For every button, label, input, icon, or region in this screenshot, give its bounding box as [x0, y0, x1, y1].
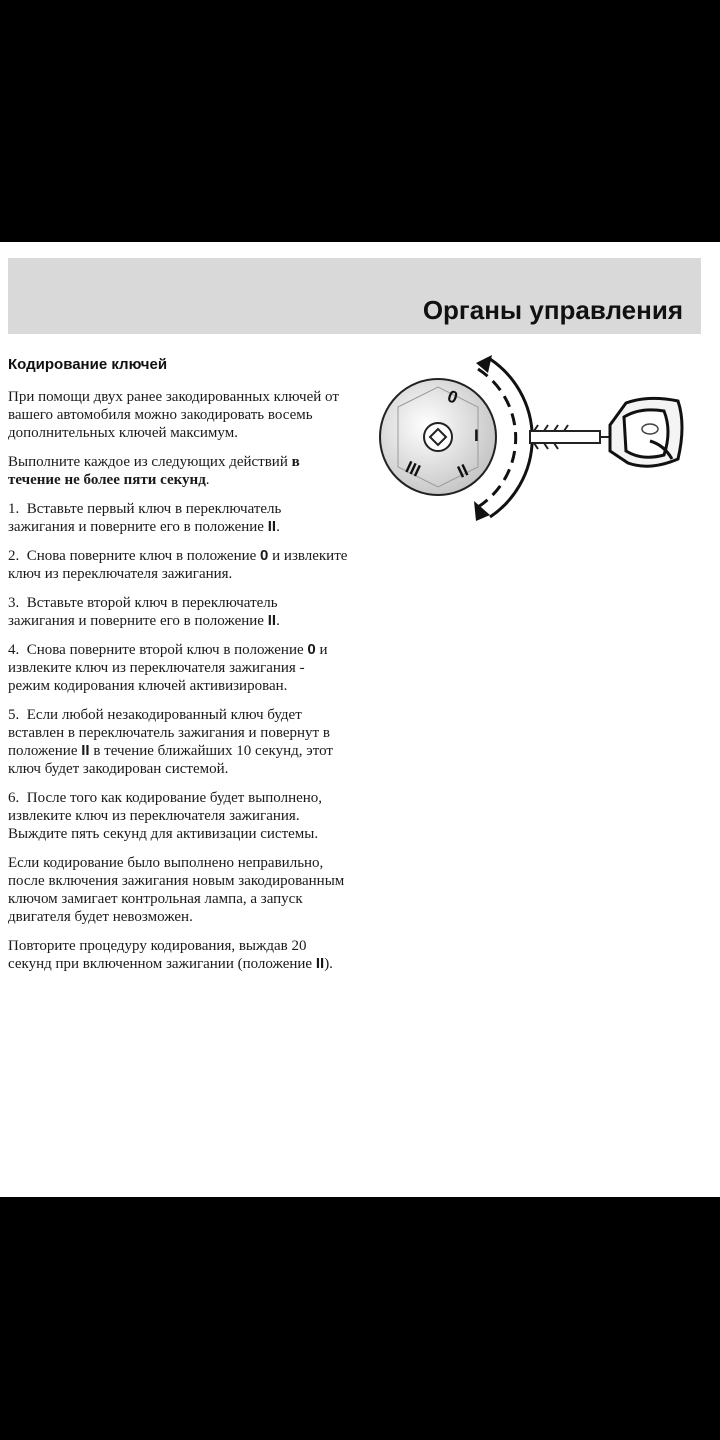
step-number: 3.: [8, 595, 20, 611]
step-text-end: в течение ближайших 10 секунд, этот ключ будет закодирован системой.: [8, 743, 333, 777]
manual-page: [0, 242, 720, 1197]
header-band: [8, 258, 701, 334]
ignition-illustration: [378, 355, 688, 525]
step-text: Снова поверните ключ в положение: [26, 548, 261, 564]
step-number: 2.: [8, 548, 20, 564]
step-text: Снова поверните второй ключ в положение: [26, 642, 308, 658]
step-text-end: .: [276, 613, 280, 629]
instruction-paragraph: [8, 453, 348, 489]
position-mark: II: [81, 742, 90, 759]
repeat-text-end: ).: [324, 956, 333, 972]
step-number: 5.: [8, 707, 20, 723]
intro-paragraph: При помощи двух ранее закодированных ключей от вашего автомобиля можно закодировать восемь дополнительных ключей максимум.: [8, 389, 339, 441]
instruction-end: .: [205, 472, 210, 488]
repeat-text: Повторите процедуру кодирования, выждав 20 секунд при включенном зажигании (положение: [8, 938, 316, 972]
step-6: [8, 789, 348, 843]
step-text-end: и извлеките ключ из переключателя зажигания.: [8, 548, 348, 582]
step-3: [8, 594, 348, 630]
section-title: Кодирование ключей: [8, 356, 168, 373]
step-5: [8, 706, 348, 778]
text-column: [8, 356, 348, 984]
position-mark: II: [267, 518, 277, 535]
step-text: Если любой незакодированный ключ будет вставлен в переключатель зажигания и повернут в положение: [8, 707, 330, 759]
step-number: 6.: [8, 790, 20, 806]
step-number: 1.: [8, 501, 20, 517]
step-text: Вставьте первый ключ в переключатель зажигания и поверните его в положение: [8, 501, 282, 535]
instruction-text: Выполните каждое из следующих действий: [8, 454, 292, 470]
position-label-2: II: [454, 460, 472, 482]
page-title: Органы управления: [422, 295, 683, 325]
step-text: После того как кодирование будет выполнено, извлеките ключ из переключателя зажигания. Выждите пять секунд для активизации системы.: [8, 790, 323, 842]
position-label-1: I: [474, 426, 479, 445]
step-text-end: .: [276, 519, 280, 535]
step-4: [8, 641, 348, 695]
step-text: Вставьте второй ключ в переключатель зажигания и поверните его в положение: [8, 595, 278, 629]
warning-paragraph: Если кодирование было выполнено неправильно, после включения зажигания новым закодированным ключом замигает контрольная лампа, а запуск двигателя будет невозможен.: [8, 855, 345, 925]
step-2: [8, 547, 348, 583]
position-label-3: III: [402, 457, 424, 481]
step-1: [8, 500, 348, 536]
step-text-end: и извлеките ключ из переключателя зажигания - режим кодирования ключей активизирован.: [8, 642, 328, 694]
step-number: 4.: [8, 642, 20, 658]
position-mark: II: [315, 955, 325, 972]
position-mark: 0: [307, 641, 316, 658]
key-icon: [530, 398, 682, 466]
repeat-paragraph: [8, 937, 348, 973]
ignition-key-diagram: [378, 355, 688, 525]
instruction-emphasis: в течение не более пяти секунд: [8, 454, 300, 488]
position-label-0: 0: [444, 386, 461, 408]
position-mark: 0: [260, 547, 269, 564]
position-mark: II: [267, 612, 277, 629]
